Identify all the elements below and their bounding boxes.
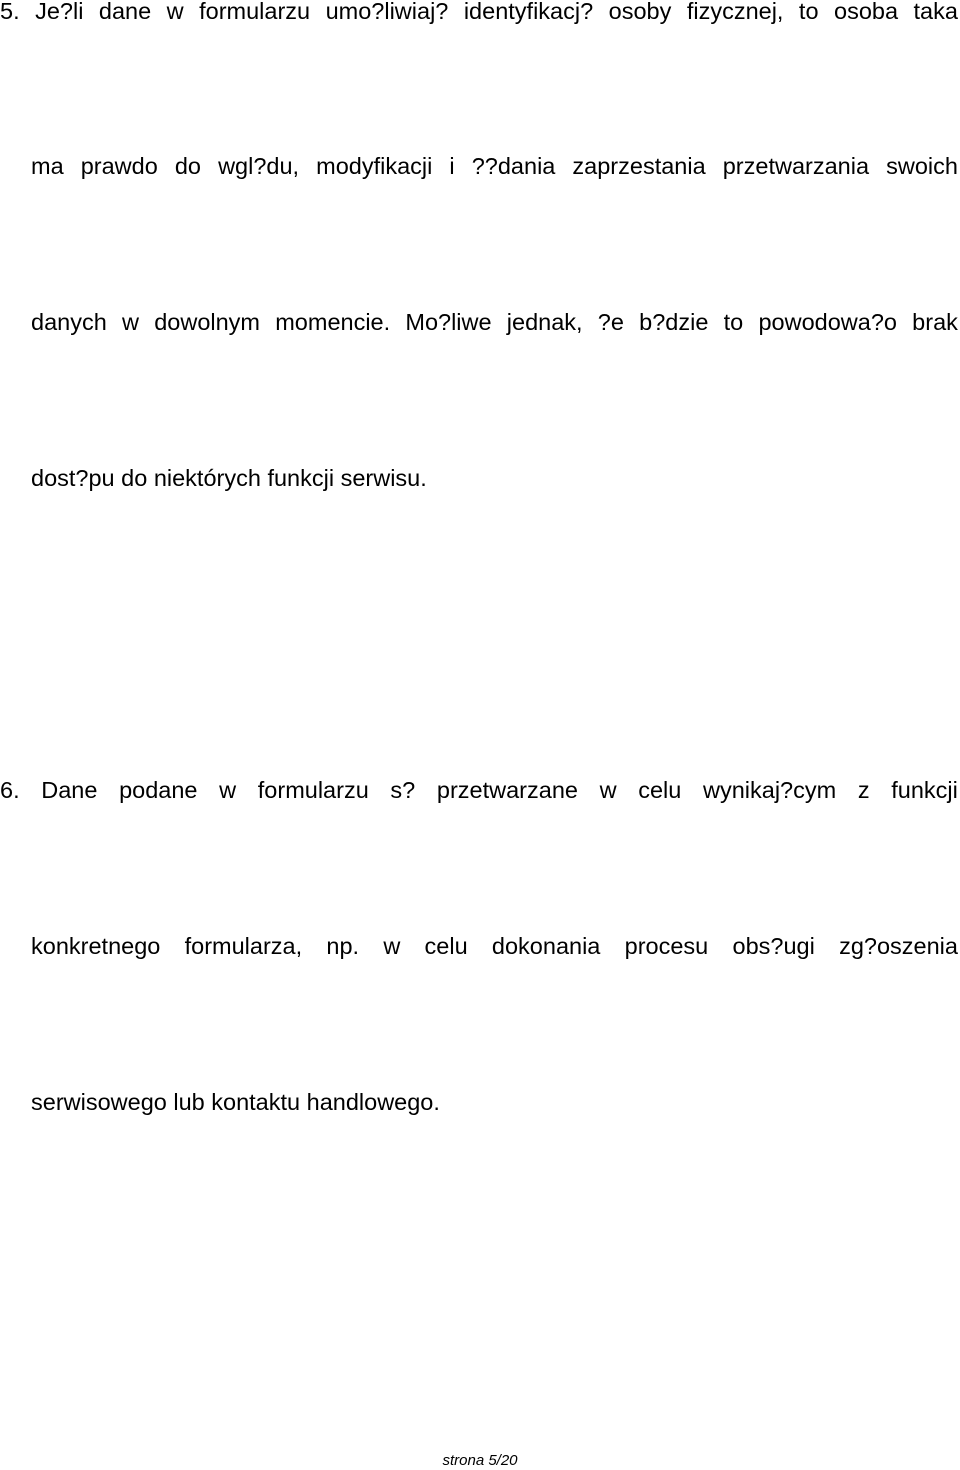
word: zaprzestania (572, 153, 706, 179)
section-6-line-2 (31, 935, 958, 959)
word: powodowa?o (758, 309, 897, 335)
word: prawdo (80, 153, 158, 179)
section-5-line-2 (31, 155, 958, 179)
word: wgl?du, (218, 153, 300, 179)
section-6-line-1 (0, 779, 958, 803)
word: jednak, (506, 309, 583, 335)
word: do (174, 153, 201, 179)
word: obs?ugi (732, 933, 815, 959)
word: momencie. (275, 309, 391, 335)
word: wynikaj?cym (703, 777, 837, 803)
section-5-line-1 (0, 0, 958, 24)
word: taka (913, 0, 958, 24)
word: to (723, 309, 744, 335)
word: dane (98, 0, 152, 24)
page-number: strona 5/20 (442, 1452, 518, 1469)
word: ma (31, 153, 64, 179)
word: osoba (834, 0, 899, 24)
word: w (219, 777, 237, 803)
word: w (599, 777, 617, 803)
word: z (857, 777, 870, 803)
word: celu (424, 933, 468, 959)
word: np. (326, 933, 360, 959)
section-5-line-4: dost?pu do niektórych funkcji serwisu. (31, 465, 427, 491)
word: i (449, 153, 455, 179)
word: formularzu (199, 0, 311, 24)
word: 6. (0, 777, 20, 803)
section-6-line-3: serwisowego lub kontaktu handlowego. (31, 1089, 440, 1115)
word: fizycznej, (686, 0, 784, 24)
word: przetwarzane (436, 777, 578, 803)
word: podane (119, 777, 198, 803)
word: s? (390, 777, 416, 803)
section-5-line-3 (31, 311, 958, 335)
word: brak (912, 309, 958, 335)
word: identyfikacj? (463, 0, 594, 24)
word: Dane (41, 777, 98, 803)
word: funkcji (891, 777, 958, 803)
word: w (122, 309, 139, 335)
word: 5. (0, 0, 20, 24)
word: ??dania (471, 153, 556, 179)
word: Mo?liwe (405, 309, 492, 335)
word: przetwarzania (722, 153, 870, 179)
word: celu (638, 777, 682, 803)
word: ?e (597, 309, 624, 335)
word: danych (31, 309, 107, 335)
word: b?dzie (639, 309, 709, 335)
word: swoich (886, 153, 958, 179)
word: w (383, 933, 401, 959)
word: formularza, (184, 933, 303, 959)
word: w (166, 0, 184, 24)
word: umo?liwiaj? (325, 0, 449, 24)
word: formularzu (257, 777, 369, 803)
word: procesu (624, 933, 709, 959)
word: osoby (608, 0, 672, 24)
word: zg?oszenia (839, 933, 958, 959)
word: Je?li (35, 0, 84, 24)
word: dokonania (491, 933, 601, 959)
word: to (798, 0, 819, 24)
word: modyfikacji (316, 153, 433, 179)
word: konkretnego (31, 933, 161, 959)
word: dowolnym (154, 309, 260, 335)
